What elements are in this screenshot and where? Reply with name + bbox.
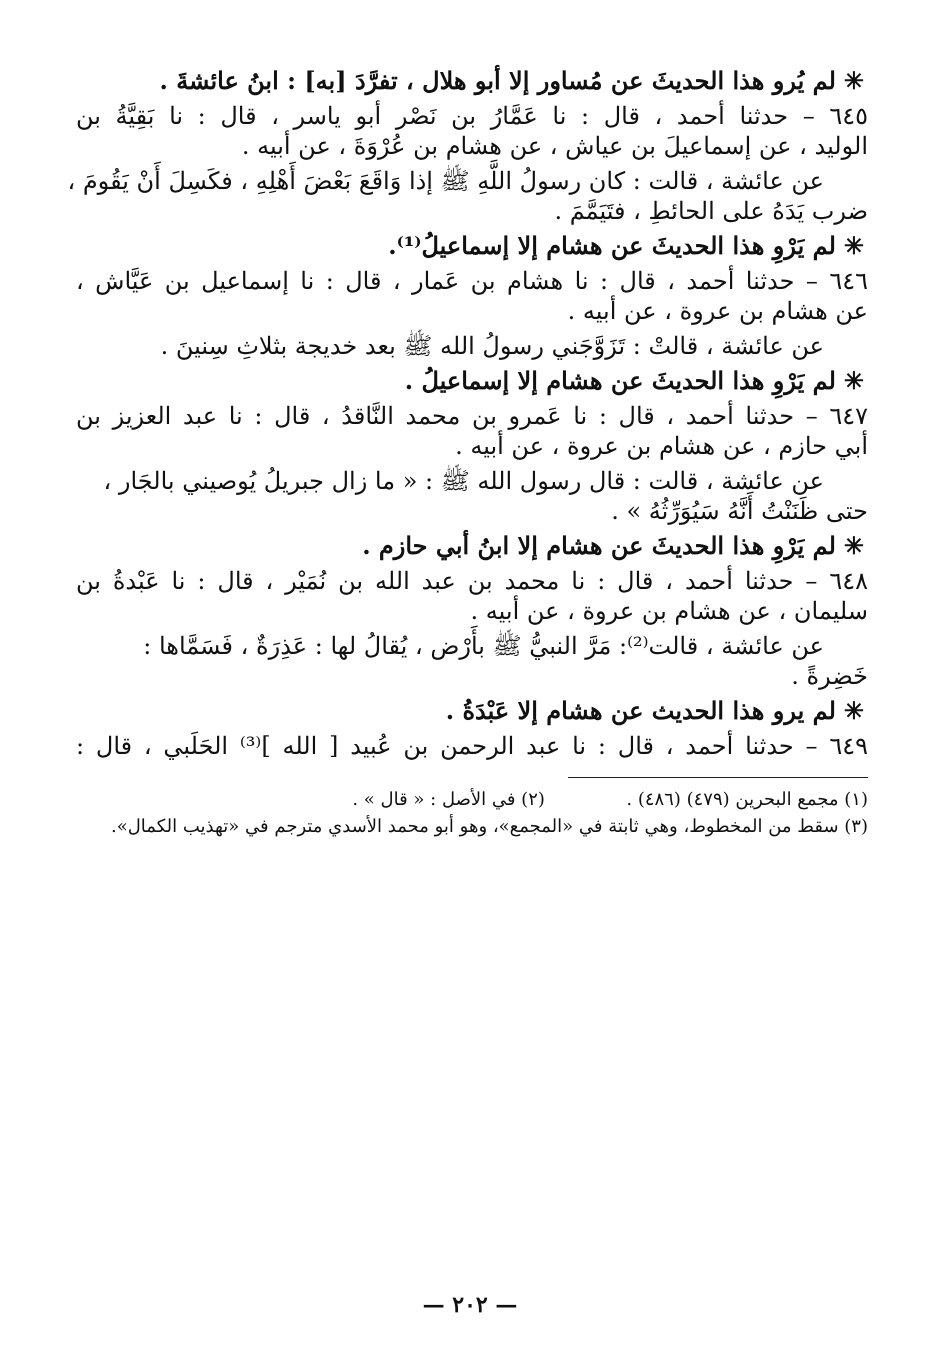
line-text: لم يَرْوِ هذا الحديثَ عن هشام إلا إسماعيلُ .: [404, 366, 836, 395]
line-text: لم يَرْوِ هذا الحديثَ عن هشام إلا ابنُ أبي حازم .: [362, 531, 836, 560]
section-note: [76, 366, 868, 396]
footnote-divider: [568, 777, 868, 778]
section-note: [76, 531, 868, 561]
line-text: عن عائشة ، قالت : كان رسولُ اللَّهِ ﷺ إذا وَاقَعَ بَعْضَ أَهْلِهِ ، فكَسِلَ أَنْ يَقُومَ ،: [67, 167, 824, 195]
star-icon: ✳: [843, 231, 864, 260]
line-text: ٦٤٩ – حدثنا أحمد ، قال : نا عبد الرحمن بن عُبيد [ الله ]⁽³⁾ الحَلَبي ، قال :: [76, 732, 869, 760]
line-text: ٦٤٧ – حدثنا أحمد ، قال : نا عَمرو بن محمد النَّاقدُ ، قال : نا عبد العزيز بن: [76, 402, 868, 430]
text-line: [76, 596, 868, 626]
star-icon: ✳: [843, 531, 864, 560]
text-line: [76, 266, 868, 296]
body-text: [67, 66, 869, 761]
text-line: [76, 661, 868, 691]
star-icon: ✳: [843, 366, 864, 395]
text-line: [76, 131, 868, 161]
section-note: [76, 66, 868, 96]
line-text: الوليد ، عن إسماعيلَ بن عياش ، عن هشام بن عُرْوَةَ ، عن أبيه .: [241, 132, 868, 160]
footnote-3: (٣) سقط من المخطوط، وهي ثابتة في «المجمع»، وهو أبو محمد الأسدي مترجم في «تهذيب الكمال».: [110, 816, 868, 837]
section-note: [76, 696, 868, 726]
text-line: [76, 466, 868, 496]
line-text: ٦٤٦ – حدثنا أحمد ، قال : نا هشام بن عَمار ، قال : نا إسماعيل بن عَيَّاش ،: [76, 267, 868, 295]
line-text: ٦٤٥ – حدثنا أحمد ، قال : نا عَمَّارُ بن نَصْر أبو ياسر ، قال : نا بَقِيَّةُ بن: [76, 102, 868, 130]
line-text: خَضِرةً .: [791, 662, 868, 690]
line-text: عن عائشة ، قالت : قال رسول الله ﷺ : « ما زال جبريلُ يُوصيني بالجَار ،: [103, 467, 824, 495]
text-line: [76, 496, 868, 526]
line-text: عن عائشة ، قالت⁽²⁾: مَرَّ النبيُّ ﷺ بأَرْض ، يُقالُ لها : عَذِرَةٌ ، فَسَمَّاها :: [143, 632, 824, 660]
star-icon: ✳: [843, 66, 864, 95]
line-text: عن عائشة ، قالتْ : تَزَوَّجَني رسولُ الله ﷺ بعد خديجة بثلاثِ سِنينَ .: [160, 332, 824, 360]
text-line: [76, 566, 868, 596]
line-text: ٦٤٨ – حدثنا أحمد ، قال : نا محمد بن عبد الله بن نُمَيْر ، قال : نا عَبْدةُ بن: [76, 567, 868, 595]
footnote-1: (١) مجمع البحرين (٤٧٩) (٤٨٦) .: [626, 789, 868, 810]
text-line: [76, 101, 868, 131]
text-line: [76, 331, 868, 361]
star-icon: ✳: [843, 696, 864, 725]
text-line: [76, 431, 868, 461]
text-line: [76, 731, 868, 761]
section-note: [76, 231, 868, 261]
line-text: عن هشام بن عروة ، عن أبيه .: [567, 297, 868, 325]
line-text: حتى ظَنَنْتُ أَنَّهُ سَيُوَرِّثُهُ » .: [611, 497, 868, 525]
text-line: [76, 296, 868, 326]
line-text: لم يَرْوِ هذا الحديثَ عن هشام إلا إسماعيلُ⁽¹⁾.: [388, 231, 836, 260]
text-line: [76, 401, 868, 431]
line-text: سليمان ، عن هشام بن عروة ، عن أبيه .: [470, 597, 868, 625]
page-number: — ٢٠٢ —: [422, 1292, 518, 1318]
text-line: [76, 196, 868, 226]
line-text: لم يرو هذا الحديث عن هشام إلا عَبْدَةُ .: [445, 696, 836, 725]
line-text: ضرب يَدَهُ على الحائطِ ، فتَيَمَّمَ .: [554, 197, 868, 225]
line-text: أبي حازم ، عن هشام بن عروة ، عن أبيه .: [455, 432, 868, 460]
line-text: لم يُرو هذا الحديثَ عن مُساور إلا أبو هلال ، تفرَّدَ [به] : ابنُ عائشةَ .: [159, 66, 836, 95]
footnote-2: (٢) في الأصل : « قال » .: [352, 789, 545, 810]
text-line: [67, 166, 868, 196]
footnote-row-1: [76, 786, 868, 813]
text-line: [76, 631, 868, 661]
